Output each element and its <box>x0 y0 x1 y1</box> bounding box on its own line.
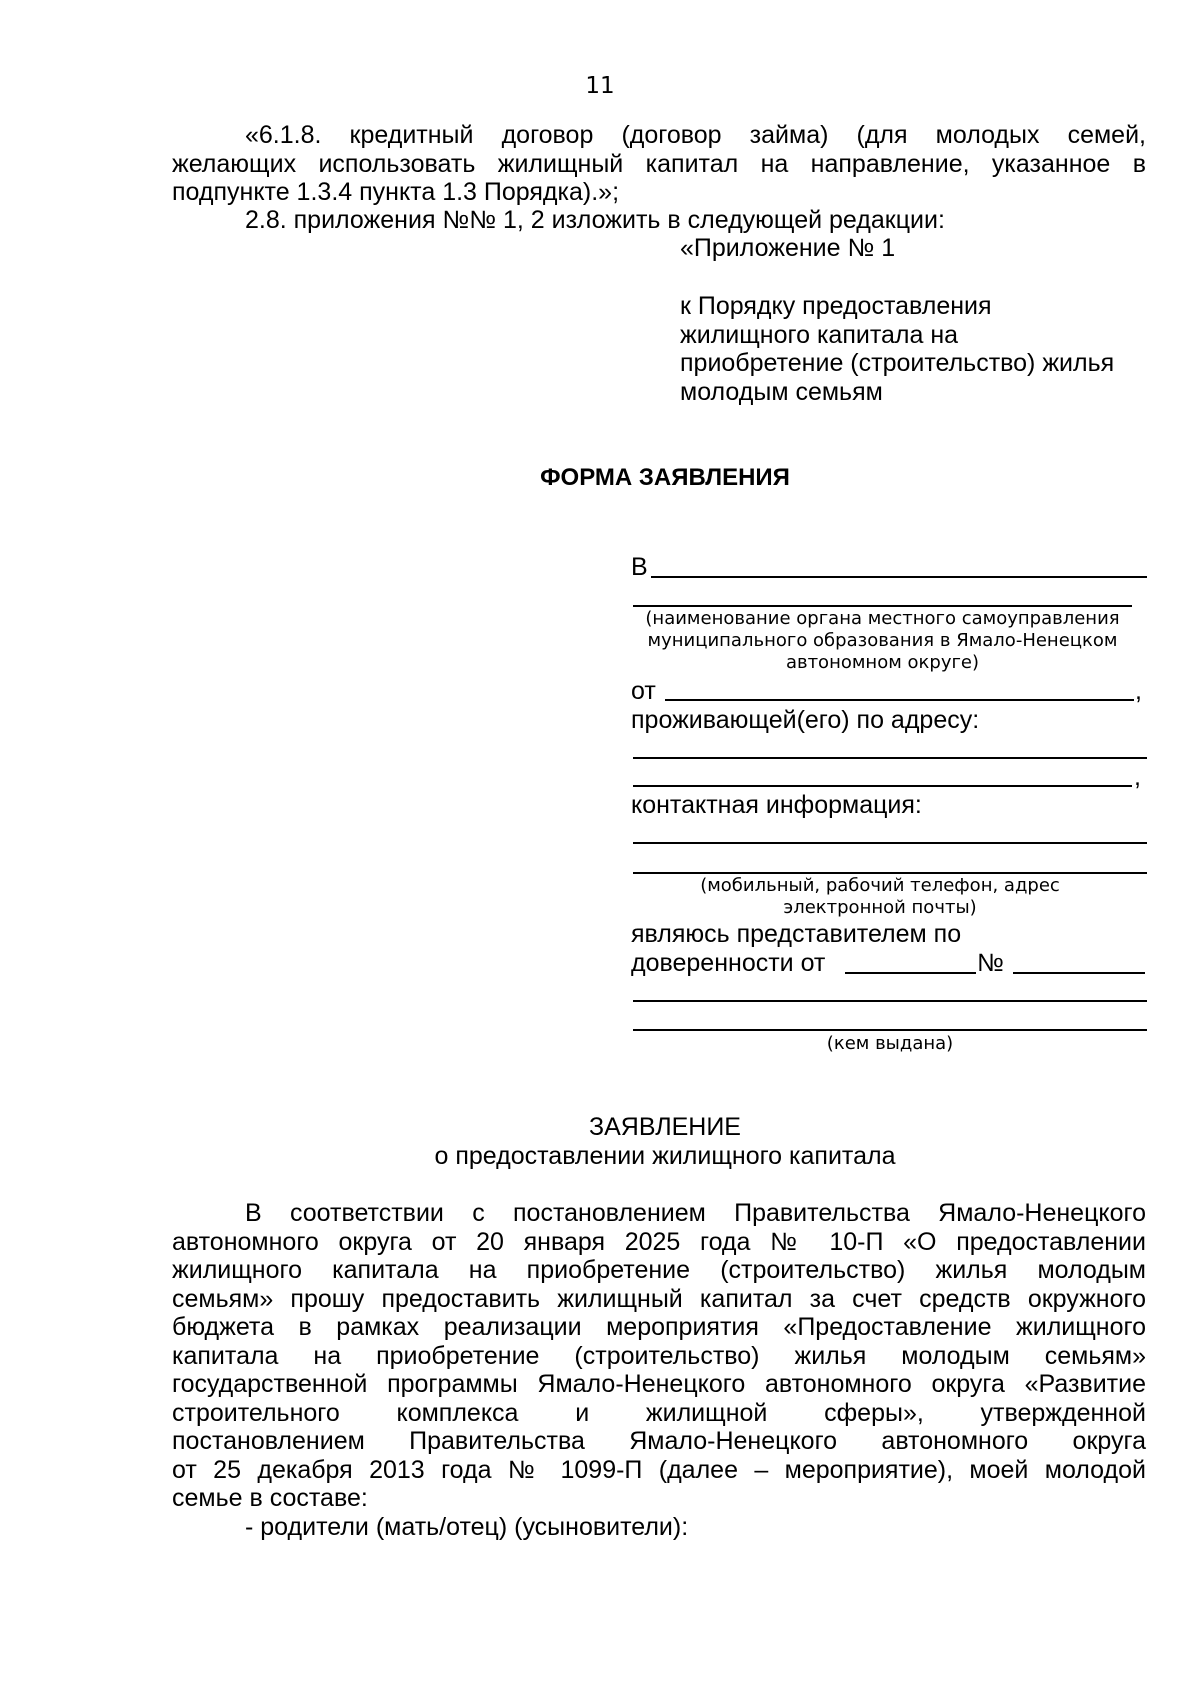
body-line: бюджета в рамках реализации мероприятия «Предоставление жилищного <box>172 1313 1146 1341</box>
clause-6-1-8 <box>172 121 1146 207</box>
appendix-line: приобретение (строительство) жилья <box>680 349 1115 377</box>
contact-field-line-2[interactable] <box>633 872 1147 874</box>
body-line: В соответствии с постановлением Правительства Ямало-Ненецкого <box>245 1199 1146 1227</box>
contact-field-line[interactable] <box>633 842 1147 844</box>
proxy-date-field[interactable] <box>845 972 976 974</box>
appendix-heading: «Приложение № 1 <box>680 234 896 262</box>
representative-label: являюсь представителем по <box>631 920 962 948</box>
clause-line: желающих использовать жилищный капитал на направление, указанное в <box>172 149 1146 178</box>
parents-line: - родители (мать/отец) (усыновители): <box>245 1512 689 1541</box>
appendix-line: жилищного капитала на <box>680 320 959 349</box>
number-sign: № <box>977 949 1004 977</box>
issued-field-line-2[interactable] <box>633 1029 1147 1031</box>
clause-line: подпункте 1.3.4 пункта 1.3 Порядка).»; <box>172 178 620 206</box>
caption-line: электронной почты) <box>783 897 977 918</box>
appendix-line: к Порядку предоставления <box>680 292 992 320</box>
body-line: жилищного капитала на приобретение (строительство) жилья молодым <box>172 1256 1146 1284</box>
caption-line: автономном округе) <box>785 652 980 673</box>
authority-field-line[interactable] <box>651 576 1147 578</box>
issued-caption: (кем выдана) <box>826 1033 954 1054</box>
body-line: государственной программы Ямало-Ненецкого автономного округа «Развитие <box>172 1370 1146 1398</box>
form-title: ФОРМА ЗАЯВЛЕНИЯ <box>540 464 790 491</box>
statement-body <box>172 1199 1146 1541</box>
body-line: от 25 декабря 2013 года № 1099-П (далее – мероприятие), моей молодой <box>172 1455 1146 1484</box>
statement-title: ЗАЯВЛЕНИЕ <box>588 1113 741 1141</box>
to-label: В <box>631 553 648 581</box>
body-line: семье в составе: <box>172 1484 368 1512</box>
body-line: семьям» прошу предоставить жилищный капитал за счет средств окружного <box>172 1284 1146 1313</box>
comma: , <box>1134 763 1141 791</box>
contact-label: контактная информация: <box>631 791 922 819</box>
contact-caption <box>680 875 1080 919</box>
statement-subtitle: о предоставлении жилищного капитала <box>434 1142 896 1170</box>
address-field-line-2[interactable] <box>633 785 1132 787</box>
caption-line: (наименование органа местного самоуправления <box>645 608 1120 629</box>
from-label: от <box>631 677 656 705</box>
address-label: проживающей(его) по адресу: <box>631 706 980 734</box>
body-line: постановлением Правительства Ямало-Ненецкого автономного округа <box>172 1427 1146 1455</box>
appendix-reference <box>680 292 1114 406</box>
comma: , <box>1135 677 1142 705</box>
body-line: капитала на приобретение (строительство) жилья молодым семьям» <box>172 1341 1146 1370</box>
page-number: 11 <box>585 73 615 99</box>
body-line: автономного округа от 20 января 2025 года № 10-П «О предоставлении <box>172 1227 1146 1256</box>
address-field-line[interactable] <box>633 757 1147 759</box>
authority-caption <box>633 608 1132 674</box>
caption-line: (мобильный, рабочий телефон, адрес <box>700 875 1060 896</box>
proxy-label: доверенности от <box>631 949 826 977</box>
appendix-line: молодым семьям <box>680 377 883 406</box>
authority-field-line-2[interactable] <box>633 605 1132 607</box>
from-field-line[interactable] <box>665 699 1134 701</box>
body-line: строительного комплекса и жилищной сферы», утвержденной <box>172 1398 1146 1427</box>
clause-line: «6.1.8. кредитный договор (договор займа) (для молодых семей, <box>245 121 1146 149</box>
issued-field-line[interactable] <box>633 1000 1147 1002</box>
proxy-number-field[interactable] <box>1013 972 1145 974</box>
clause-2-8: 2.8. приложения №№ 1, 2 изложить в следующей редакции: <box>245 206 945 234</box>
caption-line: муниципального образования в Ямало-Ненецком <box>647 630 1118 651</box>
